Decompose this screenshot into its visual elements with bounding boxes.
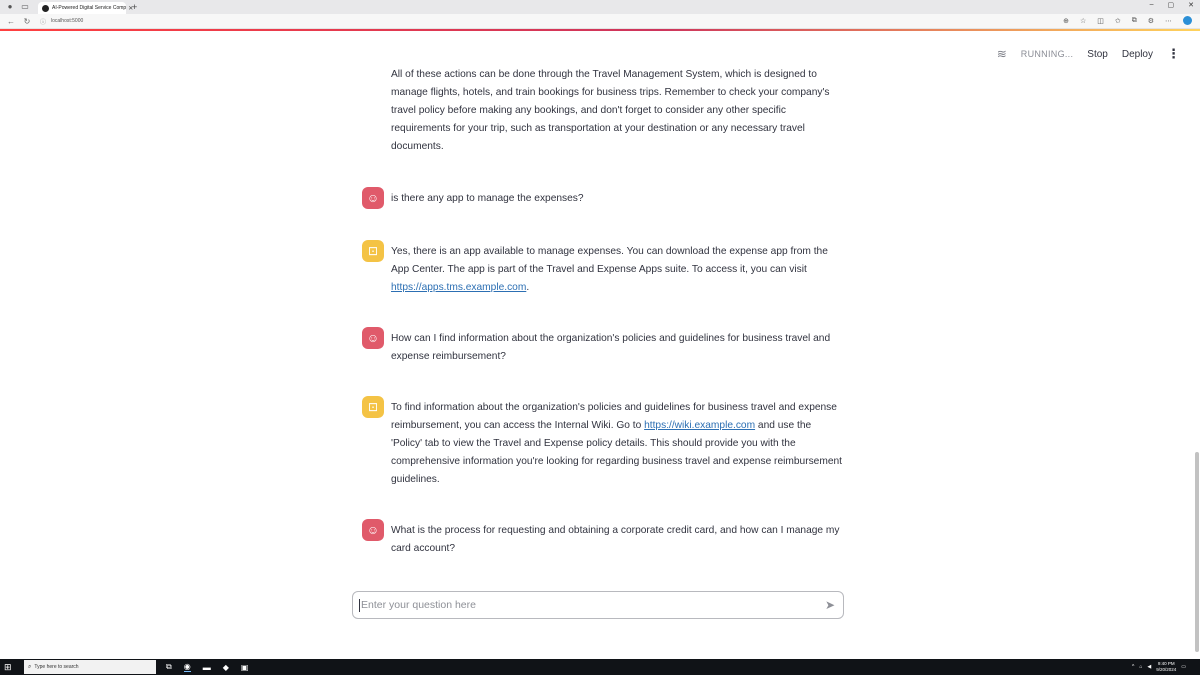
vscode-icon[interactable]: ◆	[222, 662, 229, 672]
clock-time: 9:40 PM	[1157, 661, 1175, 666]
window-controls	[1150, 1, 1194, 9]
message-text-part: .	[526, 282, 530, 293]
swimmer-running-icon: ≋	[996, 47, 1007, 61]
deploy-button[interactable]: Deploy	[1121, 48, 1153, 60]
main-menu-icon[interactable]: ⋮	[1167, 46, 1180, 61]
clock-date: 9/20/2024	[1156, 667, 1177, 672]
windows-start-icon[interactable]: ⊞	[4, 661, 12, 672]
notification-icon[interactable]: ▭	[1181, 664, 1186, 670]
streamlit-favicon-icon	[42, 5, 49, 12]
user-avatar-icon: ☺	[362, 519, 384, 541]
taskbar-apps	[166, 662, 248, 672]
zoom-icon[interactable]: ⊕	[1063, 17, 1069, 25]
minimize-button[interactable]: –	[1149, 1, 1154, 8]
message-text: How can I find information about the organization's policies and guidelines for business travel and expense reimbursement?	[391, 333, 831, 362]
chat-message-user	[362, 190, 842, 209]
browser-tab-bar	[0, 0, 1200, 14]
tab-title: AI-Powered Digital Service Comp	[52, 5, 127, 11]
search-icon: ⌕	[28, 663, 32, 670]
network-icon[interactable]: ⌂	[1139, 664, 1143, 670]
bot-avatar-icon: ⊡	[362, 240, 384, 262]
tray-chevron-icon[interactable]: ^	[1131, 664, 1135, 670]
refresh-icon[interactable]: ↻	[23, 16, 31, 26]
message-text: is there any app to manage the expenses?	[391, 193, 584, 204]
tab-close-icon[interactable]: ✕	[128, 5, 134, 12]
new-tab-button[interactable]: +	[132, 2, 138, 12]
more-icon[interactable]: ⋯	[1165, 17, 1172, 25]
chat-message-user	[362, 330, 842, 366]
favorites-icon[interactable]: ✩	[1114, 17, 1121, 25]
assistant-message-continued: All of these actions can be done through the Travel Management System, which is designed to manage flights, hotels, and train bookings for business trips. Remember to check your company's travel policy before making any bookings, and don't forget to consider any other specific requirements for your trip, such as transportation at your destination or any necessary travel documents.	[391, 69, 830, 152]
collections-icon[interactable]: ⧉	[1131, 16, 1137, 24]
profile-icon[interactable]: ●	[7, 2, 13, 11]
terminal-icon[interactable]: ▣	[240, 662, 249, 672]
copilot-icon[interactable]	[1183, 16, 1192, 25]
stop-button[interactable]: Stop	[1087, 48, 1108, 60]
message-text	[391, 399, 842, 489]
send-icon[interactable]: ➤	[824, 598, 835, 612]
task-view-icon[interactable]: ⧉	[166, 662, 172, 671]
message-text: What is the process for requesting and obtaining a corporate credit card, and how can I manage my card account?	[391, 525, 840, 554]
text-caret	[359, 599, 360, 612]
maximize-button[interactable]: ▢	[1167, 2, 1175, 9]
running-accent-bar	[0, 29, 1200, 31]
workspaces-icon[interactable]: ▭	[21, 2, 29, 11]
toolbar-actions	[1063, 16, 1192, 25]
file-explorer-icon[interactable]: ▬	[202, 662, 211, 672]
clock[interactable]	[1156, 661, 1176, 673]
user-avatar-icon: ☺	[362, 327, 384, 349]
apps-link[interactable]: https://apps.tms.example.com	[391, 282, 527, 293]
edge-browser-icon[interactable]: ◉	[183, 662, 191, 671]
browser-toolbar	[0, 14, 1200, 29]
chat-message-assistant	[362, 243, 842, 297]
page-scrollbar[interactable]	[1195, 452, 1199, 652]
app-header	[997, 46, 1180, 62]
message-text	[391, 243, 842, 297]
extensions-icon[interactable]: ⚙	[1147, 17, 1154, 25]
taskbar-search[interactable]	[24, 660, 156, 674]
chat-message-assistant	[362, 399, 842, 489]
volume-icon[interactable]: ◀	[1147, 664, 1152, 670]
bot-avatar-icon: ⊡	[362, 396, 384, 418]
taskbar-search-text: Type here to search	[34, 664, 79, 670]
address-bar[interactable]	[40, 16, 1080, 27]
chat-input[interactable]	[361, 599, 825, 611]
wiki-link[interactable]: https://wiki.example.com	[644, 420, 756, 431]
chat-message-user	[362, 522, 842, 558]
close-window-button[interactable]: ✕	[1188, 2, 1194, 9]
user-avatar-icon: ☺	[362, 187, 384, 209]
favorite-star-icon[interactable]: ☆	[1079, 17, 1087, 25]
running-status: RUNNING...	[1020, 49, 1074, 59]
message-text-part: To find information about the organization's policies and guidelines for business travel and expense reimbursement, you can access the Internal Wiki. Go to	[391, 402, 837, 431]
system-tray	[1132, 659, 1186, 675]
message-text-part: Yes, there is an app available to manage expenses. You can download the expense app from the App Center. The app is part of the Travel and Expense Apps suite. To access it, you can visit	[391, 246, 828, 275]
back-icon[interactable]: ←	[7, 16, 15, 26]
address-text: localhost:5000	[51, 18, 84, 24]
site-info-icon[interactable]: ⓘ	[40, 19, 47, 26]
browser-tab[interactable]	[38, 2, 134, 14]
chat-input-container	[352, 591, 844, 619]
windows-taskbar	[0, 659, 1200, 675]
split-screen-icon[interactable]: ◫	[1097, 17, 1104, 25]
message-text-part: and use the 'Policy' tab to view the Travel and Expense policy details. This should provide you with the comprehensive information you're looking for regarding business travel and expense reimbursement guidelines.	[391, 420, 843, 485]
